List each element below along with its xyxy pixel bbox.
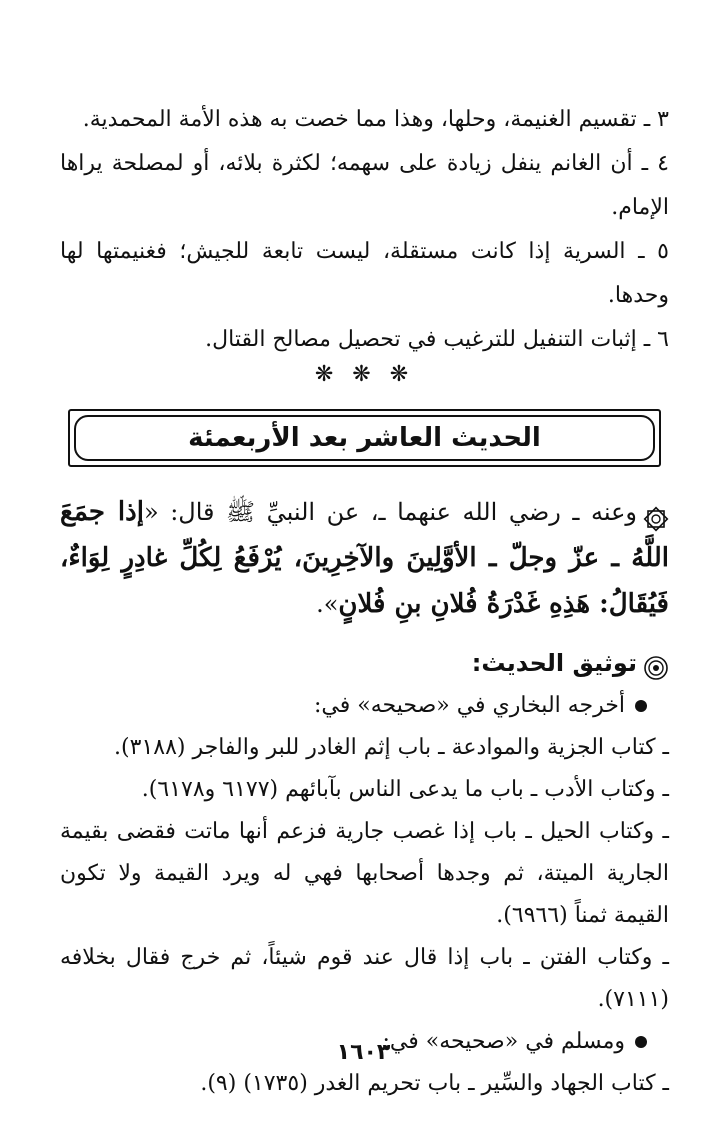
intro-item-6: ٦ ـ إثبات التنفيل للترغيب في تحصيل مصالح القتال. bbox=[205, 327, 669, 352]
bukhari-ref: ـ وكتاب الحيل ـ باب إذا غصب جارية فزعم أنها ماتت فقضى بقيمة الجارية الميتة، ثم وجدها أصحابها فهي له ويرد القيمة ولا تكون القيمة ثمناً (٦٩٦٦). bbox=[60, 819, 669, 928]
page-number: ١٦٠٣ bbox=[336, 1040, 391, 1065]
hadith-title: الحديث العاشر بعد الأربعمئة bbox=[74, 415, 655, 461]
round-rosette-icon bbox=[643, 651, 669, 677]
hadith-title-frame bbox=[68, 409, 661, 467]
octagram-rosette-icon bbox=[643, 501, 669, 527]
hadith-prophetic-text: إذا جمَعَ اللَّهُ ـ عزّ وجلّ ـ الأوَّلِينَ والآخِرِينَ، يُرْفَعُ لِكُلِّ غادِرٍ لِوَاءٌ، فَيُقَالُ: هَذِهِ غَدْرَةُ فُلانِ بنِ فُلانٍ bbox=[60, 497, 669, 619]
filled-circle-bullet-icon bbox=[635, 700, 647, 712]
hadith-opening: وعنه ـ رضي الله عنهما ـ، عن النبيِّ ﷺ قال: « bbox=[143, 498, 637, 526]
intro-item-4: ٤ ـ أن الغانم ينفل زيادة على سهمه؛ لكثرة بلائه، أو لمصلحة يراها الإمام. bbox=[60, 151, 669, 220]
bukhari-ref: ـ وكتاب الأدب ـ باب ما يدعى الناس بآبائهم (٦١٧٧ و٦١٧٨). bbox=[141, 777, 669, 802]
intro-item-5: ٥ ـ السرية إذا كانت مستقلة، ليست تابعة للجيش؛ فغنيمتها لها وحدها. bbox=[60, 239, 669, 308]
section-separator: ❋ ❋ ❋ bbox=[314, 362, 415, 387]
muslim-ref: ـ كتاب الجهاد والسِّير ـ باب تحريم الغدر (١٧٣٥) (٩). bbox=[200, 1071, 669, 1096]
hadith-text bbox=[60, 489, 669, 627]
bukhari-intro-row bbox=[60, 685, 669, 727]
bukhari-ref: ـ وكتاب الفتن ـ باب إذا قال عند قوم شيئاً، ثم خرج فقال بخلافه (٧١١١). bbox=[60, 945, 669, 1012]
muslim-intro: ومسلم في «صحيحه» في: bbox=[382, 1029, 625, 1054]
hadith-closing: ». bbox=[316, 590, 339, 618]
bukhari-ref: ـ كتاب الجزية والموادعة ـ باب إثم الغادر للبر والفاجر (٣١٨٨). bbox=[114, 735, 669, 760]
intro-list bbox=[60, 98, 669, 362]
documentation-heading-row bbox=[60, 641, 669, 685]
bukhari-intro: أخرجه البخاري في «صحيحه» في: bbox=[314, 693, 625, 718]
documentation-heading: توثيق الحديث: bbox=[471, 649, 637, 677]
intro-item-3: ٣ ـ تقسيم الغنيمة، وحلها، وهذا مما خصت به هذه الأمة المحمدية. bbox=[82, 107, 669, 132]
page-body bbox=[60, 98, 669, 1105]
